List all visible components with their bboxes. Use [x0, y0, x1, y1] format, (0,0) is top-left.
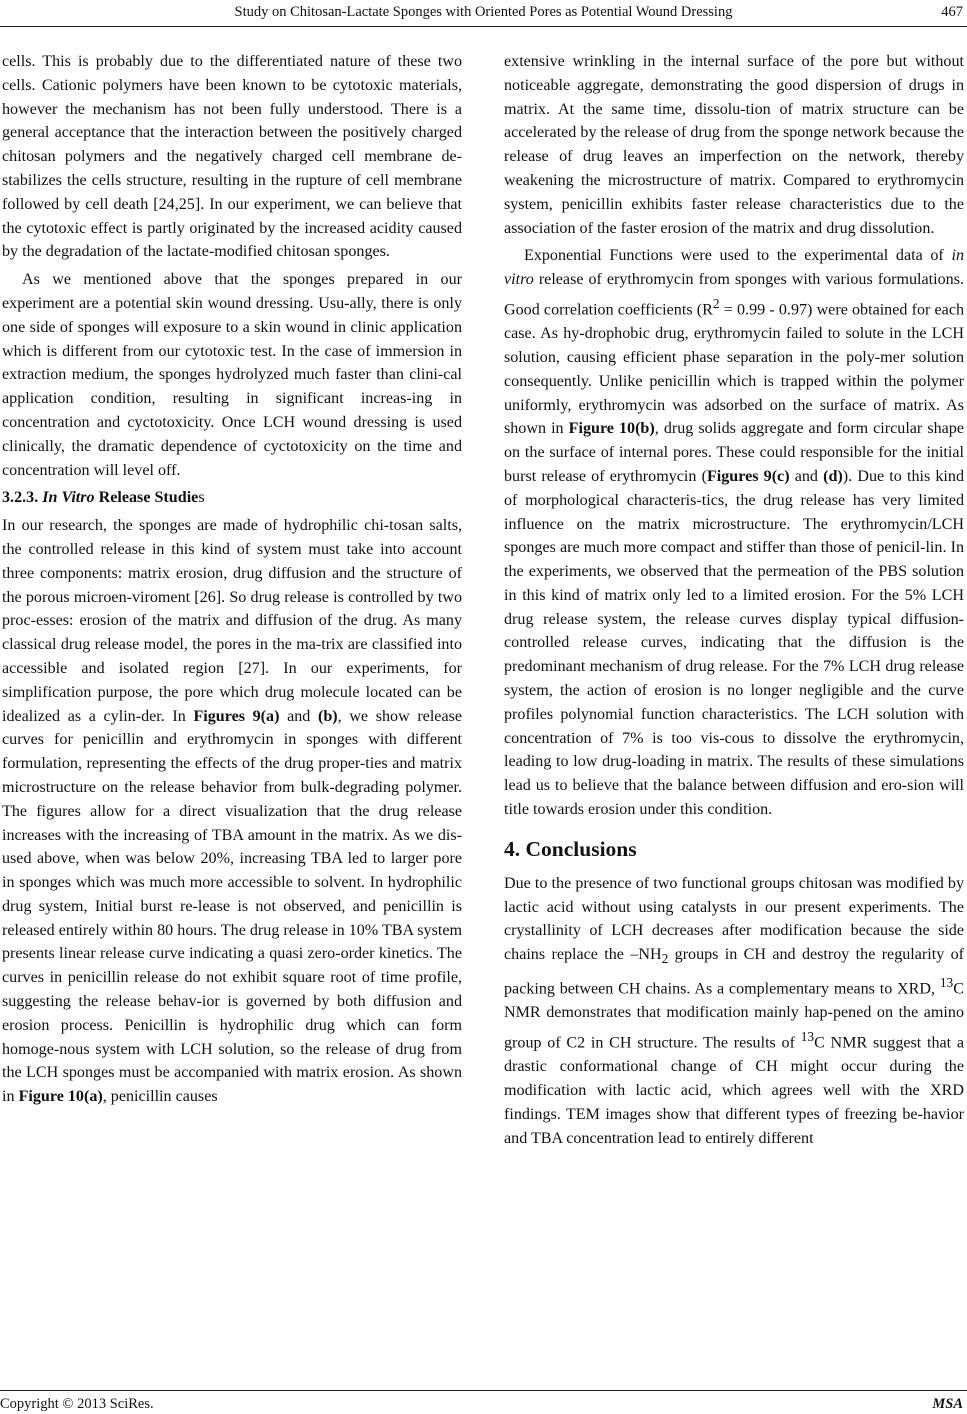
subscript: 2	[661, 951, 669, 967]
journal-abbreviation: MSA	[932, 1396, 963, 1412]
paragraph: cells. This is probably due to the differentiated nature of these two cells. Cationic polymers have been known to be cytotoxic materials, however the mechanism has not been fully understood. There is a general acceptance that the interaction between the positively charged chitosan polymers and the negatively charged cell membrane de-stabilizes the cells structure, resulting in the rupture of cell membrane followed by cell death [24,25]. In our experiment, we can believe that the cytotoxic effect is partly originated by the increased acidity caused by the degradation of the lactate-modified chitosan sponges.	[2, 53, 462, 261]
figure-reference: Figures 9(c)	[706, 467, 790, 485]
figure-reference: (b)	[317, 707, 338, 725]
text: , drug solids aggregate and form circular shape on the surface of internal pores. These could responsible for the initial burst release of erythromycin (	[504, 420, 964, 485]
section-heading: 4. Conclusions	[504, 836, 637, 861]
page-footer	[0, 1390, 967, 1412]
text: release of erythromycin from sponges with various formulations. Good correlation coefficients (R	[504, 271, 964, 319]
superscript: 13	[939, 975, 954, 991]
paragraph: As we mentioned above that the sponges prepared in our experiment are a potential skin wound dressing. Usu-ally, there is only one side of sponges will exposure to a skin wound in clinic application which is different from our cytotoxic test. In the case of immersion in extraction medium, the sponges hydrolyzed much faster than clini-cal application condition, resulting in significant increas-ing in concentration and cyctotoxicity. Once LCH wound dressing is used clinically, the dramatic dependence of cyctotoxicity on the time and concentration will level off.	[2, 271, 462, 479]
text: ). Due to this kind of morphological characteris-tics, the drug release has very limited influence on the matrix microstructure. The erythromycin/LCH sponges are much more compact and stiffer than those of penicil-lin. In the experiments, we observed that the permeation of the PBS solution in this kind of matrix only led to a limited erosion. For the 5% LCH drug release system, the release curves display typical diffusion-controlled release curves, indicating that the diffusion is the predominant mechanism of drug release. For the 7% LCH drug release system, the action of erosion is no longer negligible and the curve profiles polynomial function characteristics. The LCH solution with concentration of 7% is too vis-cous to dissolve the erythromycin, leading to low drug-loading in matrix. The results of these simulations lead us to believe that the balance between diffusion and ero-sion will title towards erosion under this condition.	[504, 467, 964, 819]
text: Exponential Functions were used to the experimental data of	[524, 247, 944, 265]
paragraph	[504, 872, 964, 1151]
text: and	[794, 467, 818, 485]
page-header	[0, 0, 967, 30]
figure-reference: Figures 9(a)	[193, 707, 280, 725]
running-title: Study on Chitosan-Lactate Sponges with Oriented Pores as Potential Wound Dressing	[234, 4, 733, 20]
text: = 0.99 - 0.97) were obtained for each case. As hy-drophobic drug, erythromycin failed to solute in the LCH solution, causing efficient phase separation in the poly-mer solution consequently. Unlike penicillin which is trapped within the polymer uniformly, erythromycin was adsorbed on the surface of matrix. As shown in	[504, 301, 965, 438]
header-rule	[0, 26, 967, 27]
page-number: 467	[941, 4, 963, 20]
text: and	[287, 707, 311, 725]
superscript: 2	[712, 295, 720, 311]
text: C NMR demonstrates that modification mainly hap-pened on the amino group of C2 in CH structure. The results of	[504, 980, 964, 1052]
right-column	[504, 50, 964, 1151]
text: , we show release curves for penicillin and erythromycin in sponges with different formulation, representing the effects of the drug proper-ties and matrix microstructure on the release behavior from bulk-degrading polymer. The figures allow for a direct visualization that the drug release increases with the increasing of TBA amount in the matrix. As we dis-used above, when was below 20%, increasing TBA led to larger pore in sponges which was much more accessible to solvent. In hydrophilic drug system, Initial burst re-lease is not observed, and penicillin is released entirely within 80 hours. The drug release in 10% TBA system presents linear release curve indicating a quasi zero-order kinetics. The curves in penicillin release do not exhibit square root of time profile, suggesting the release behav-ior is governed by both diffusion and erosion process. Penicillin is hydrophilic drug which can form homoge-nous system with LCH solution, so the release of drug from the LCH sponges must be accompanied with matrix erosion. As shown in	[2, 707, 462, 1106]
text: groups in CH and destroy the regularity of packing between CH chains. As a complementary means to XRD,	[504, 946, 965, 998]
copyright-notice: Copyright © 2013 SciRes.	[0, 1396, 154, 1412]
subsection-title-italic: In Vitro	[42, 489, 95, 507]
text: In our research, the sponges are made of hydrophilic chi-tosan salts, the controlled release in this kind of system must take into account three components: matrix erosion, drug diffusion and the structure of the porous microen-viroment [26]. So drug release is controlled by two proc-esses: erosion of the matrix and diffusion of the drug. As many classical drug release model, the pores in the ma-trix are classified into accessible and isolated region [27]. In our experiments, for simplification purpose, the pore which drug molecule located can be idealized as a cylin-der. In	[2, 517, 462, 725]
paragraph	[2, 514, 462, 1109]
text: C NMR suggest that a drastic conformational change of CH might occur during the modification with lactic acid, which agrees well with the XRD findings. TEM images show that different types of freezing be-havior and TBA concentration lead to entirely different	[504, 1034, 964, 1147]
figure-reference: Figure 10(a)	[18, 1088, 103, 1106]
paragraph: extensive wrinkling in the internal surface of the pore but without noticeable aggregate, demonstrating the good dispersion of drugs in matrix. At the same time, dissolu-tion of matrix structure can be accelerated by the release of drug from the sponge network because the release of drug leaves an imperfection on the network, thereby weakening the microstructure of matrix. Compared to erythromycin system, penicillin exhibits faster release characteristics due to the association of the faster erosion of the matrix and drug dissolution.	[504, 53, 964, 237]
subsection-number: 3.2.3.	[2, 489, 39, 507]
subsection-heading	[2, 486, 462, 510]
superscript: 13	[800, 1029, 815, 1045]
figure-reference: Figure 10(b)	[568, 420, 655, 438]
text: Due to the presence of two functional groups chitosan was modified by lactic acid without using catalysts in our present experiments. The crystallinity of LCH decreases after modification because the side chains replace the –NH	[504, 874, 964, 964]
subsection-title-tail: s	[198, 489, 205, 507]
left-column	[2, 50, 462, 1109]
text: , penicillin causes	[102, 1088, 218, 1106]
paragraph	[504, 244, 964, 821]
subsection-title: Release Studie	[98, 489, 199, 507]
figure-reference: (d)	[823, 467, 843, 485]
footer-rule	[0, 1390, 967, 1391]
italic-term: in vitro	[504, 247, 964, 289]
